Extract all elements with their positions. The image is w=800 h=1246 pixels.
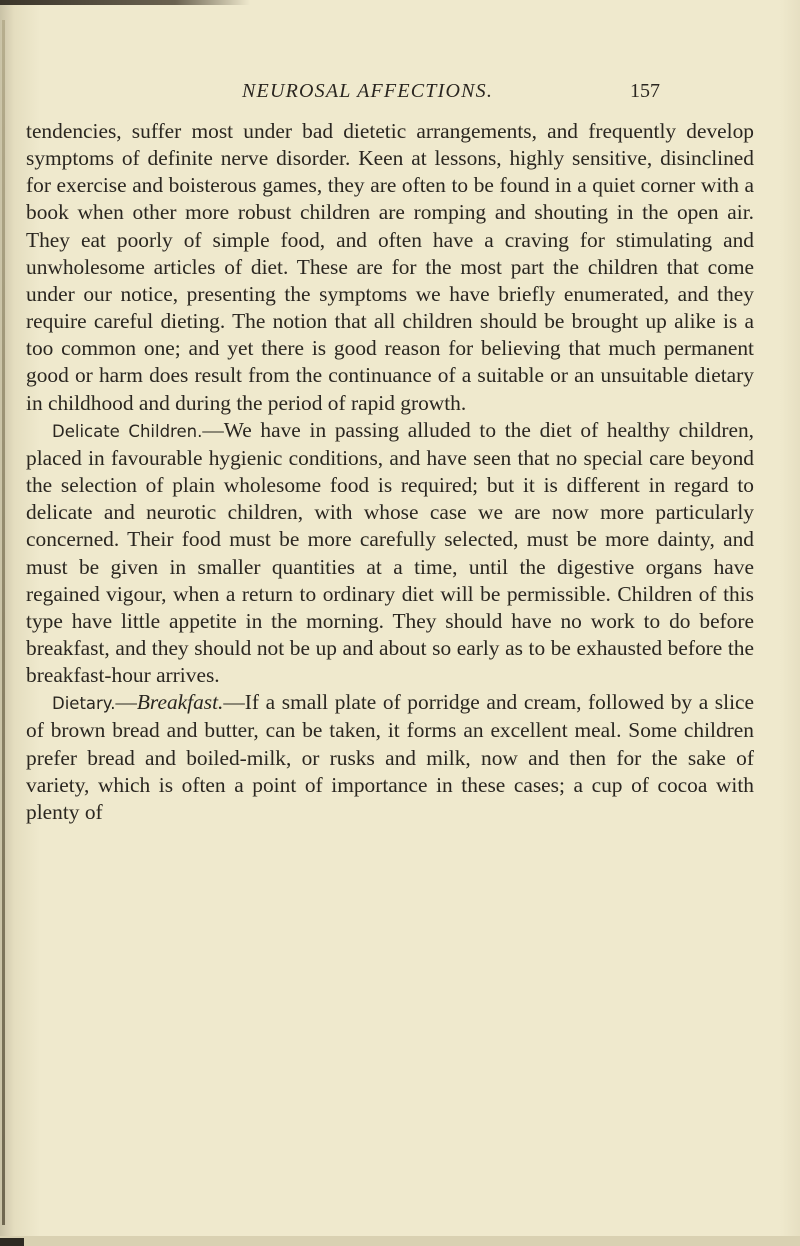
section-heading-dietary: Dietary. [52,694,116,714]
page-number: 157 [630,80,660,102]
page-gutter-shadow [2,20,5,1225]
body-text [26,118,754,826]
paragraph-delicate-children [26,417,754,690]
paragraph-tendencies: tendencies, suffer most under bad dietetic arrangements, and frequently develop symptoms of definite nerve disorder. Keen at lessons, highly sensitive, disinclined for exercise and boisterous games, they are often to be found in a quiet corner with a book when other more robust children are romping and shouting in the open air. They eat poorly of simple food, and often have a craving for stimulating and unwholesome articles of diet. These are for the most part the children that come under our notice, presenting the symptoms we have briefly enumerated, and they require careful dieting. The notion that all children should be brought up alike is a too common one; and yet there is good reason for believing that much permanent good or harm does result from the continuance of a suitable or an unsuitable dietary in childhood and during the period of rapid growth. [26,119,754,415]
paragraph-dietary-text: —If a small plate of porridge and cream, followed by a slice of brown bread and butter, can be taken, it forms an excellent meal. Some children prefer bread and boiled-milk, or rusks and milk, now and then for the sake of variety, which is often a point of importance in these cases; a cup of cocoa with plenty of [26,690,754,824]
page-header [0,80,800,110]
binding-mark [0,1238,24,1246]
subheading-breakfast: Breakfast. [136,690,224,715]
running-head: NEUROSAL AFFECTIONS. [242,80,494,102]
section-heading-delicate-children: Delicate Children. [52,421,203,441]
paragraph-delicate-children-text: —We have in passing alluded to the diet of healthy children, placed in favourable hygienic conditions, and have seen that no special care beyond the selection of plain wholesome food is required; but it is different in regard to delicate and neurotic children, with whose case we are now more particularly concerned. Their food must be more carefully selected, must be more dainty, and must be given in smaller quantities at a time, until the digestive organs have regained vigour, when a return to ordinary diet will be permissible. Children of this type have little appetite in the morning. They should have no work to do before breakfast, and they should not be up and about so early as to be exhausted before the breakfast-hour arrives. [26,417,754,688]
top-edge-rule [0,0,250,5]
bottom-page-edge [0,1236,800,1246]
paragraph-dietary [26,689,754,826]
dash: — [115,690,137,715]
